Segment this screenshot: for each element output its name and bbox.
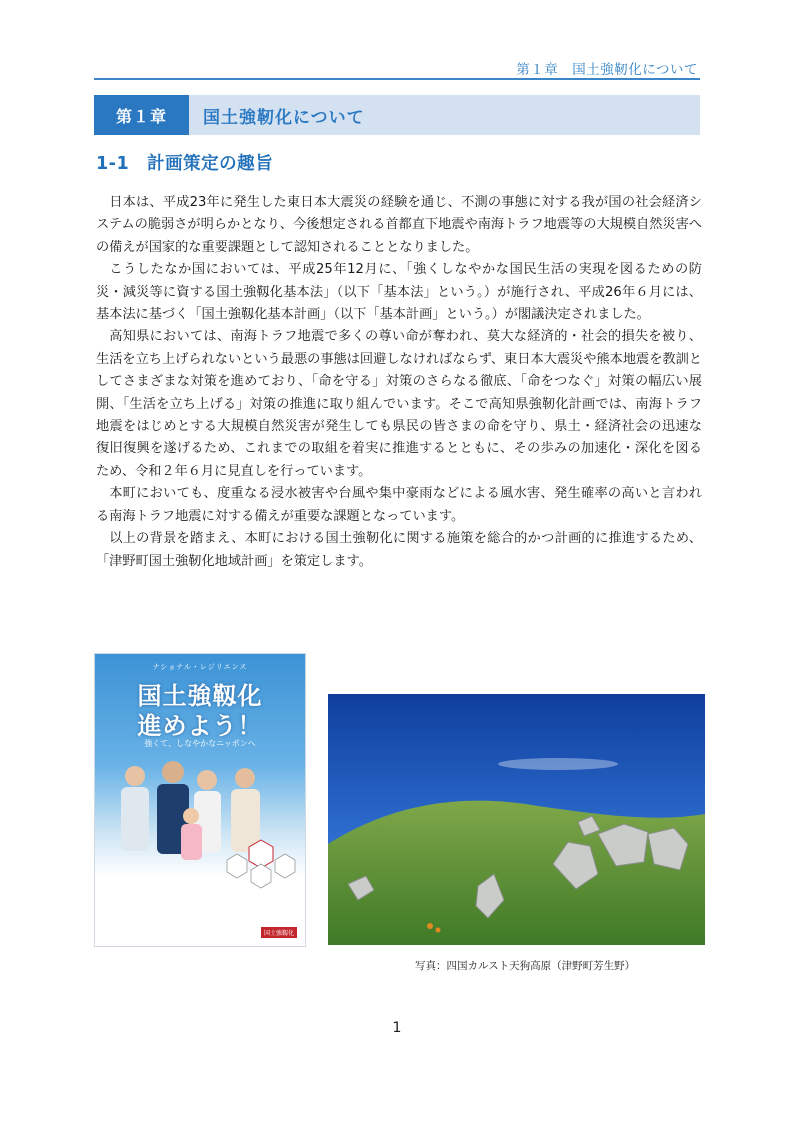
chapter-title: 国土強靭化について — [203, 107, 365, 128]
paragraph-4: 本町においても、度重なる浸水被害や台風や集中豪雨などによる風水害、発生確率の高いと言われる南海トラフ地震に対する備えが重要な課題となっています。 — [96, 486, 702, 524]
person-child — [181, 808, 202, 860]
karst-photo — [328, 694, 705, 945]
poster-subtitle: 強くて、しなやかなニッポンへ — [144, 739, 256, 748]
paragraph-3: 高知県においては、南海トラフ地震で多くの尊い命が奪われ、莫大な経済的・社会的損失を被り、生活を立ち上げられないという最悪の事態は回避しなければならず、東日本大震災や熊本地震を教訓としてさまざまな対策を進めており、「命を守る」対策のさらなる徹底、「命をつなぐ」対策の幅広い展開、「生活を立ち上げる」対策の推進に取り組んでいます。そこで高知県強靭化計画では、南海トラフ地震をはじめとする大規模自然災害が発生しても県民の皆さまの命を守り、県土・経済社会の迅速な復旧復興を遂げるため、これまでの取組を着実に推進するとともに、その歩みの加速化・深化を図るため、令和２年６月に見直しを行っています。 — [96, 329, 702, 479]
resilience-poster — [94, 653, 306, 947]
poster-kicker: ナショナル・レジリエンス — [152, 663, 248, 671]
chapter-label: 第１章 — [94, 95, 189, 135]
poster-title-line2: 進めよう！ — [137, 712, 263, 740]
paragraph-5: 以上の背景を踏まえ、本町における国土強靭化に関する施策を総合的かつ計画的に推進するため、「津野町国土強靭化地域計画」を策定します。 — [96, 531, 702, 569]
photo-caption: 写真：四国カルスト天狗高原（津野町芳生野） — [415, 960, 636, 972]
hillside — [328, 801, 705, 945]
header-rule — [94, 78, 700, 80]
hexagon-diagram — [223, 836, 299, 892]
paragraph-2: こうしたなか国においては、平成25年12月に、「強くしなやかな国民生活の実現を図るための防災・減災等に資する国土強靱化基本法」（以下「基本法」という。）が施行され、平成26年６月には、基本法に基づく「国土強靱化基本計画」（以下「基本計画」という。）が閣議決定されました。 — [96, 262, 702, 323]
poster-title-line1: 国土強靱化 — [137, 682, 263, 710]
running-header: 第１章 国土強靭化について — [516, 62, 698, 78]
karst-landscape — [328, 694, 705, 945]
page-number: 1 — [392, 1020, 402, 1036]
person-grandfather — [121, 766, 149, 851]
cloud — [498, 758, 618, 770]
poster-brand: 国土強靱化 — [261, 927, 297, 938]
chapter-bar — [94, 95, 700, 135]
body-text — [96, 192, 702, 573]
section-heading: 1-1 計画策定の趣旨 — [96, 154, 274, 174]
paragraph-1: 日本は、平成23年に発生した東日本大震災の経験を通じ、不測の事態に対する我が国の社会経済システムの脆弱さが明らかとなり、今後想定される首都直下地震や南海トラフ地震等の大規模自然災害への備えが国家的な重要課題として認知されることとなりました。 — [96, 195, 702, 255]
